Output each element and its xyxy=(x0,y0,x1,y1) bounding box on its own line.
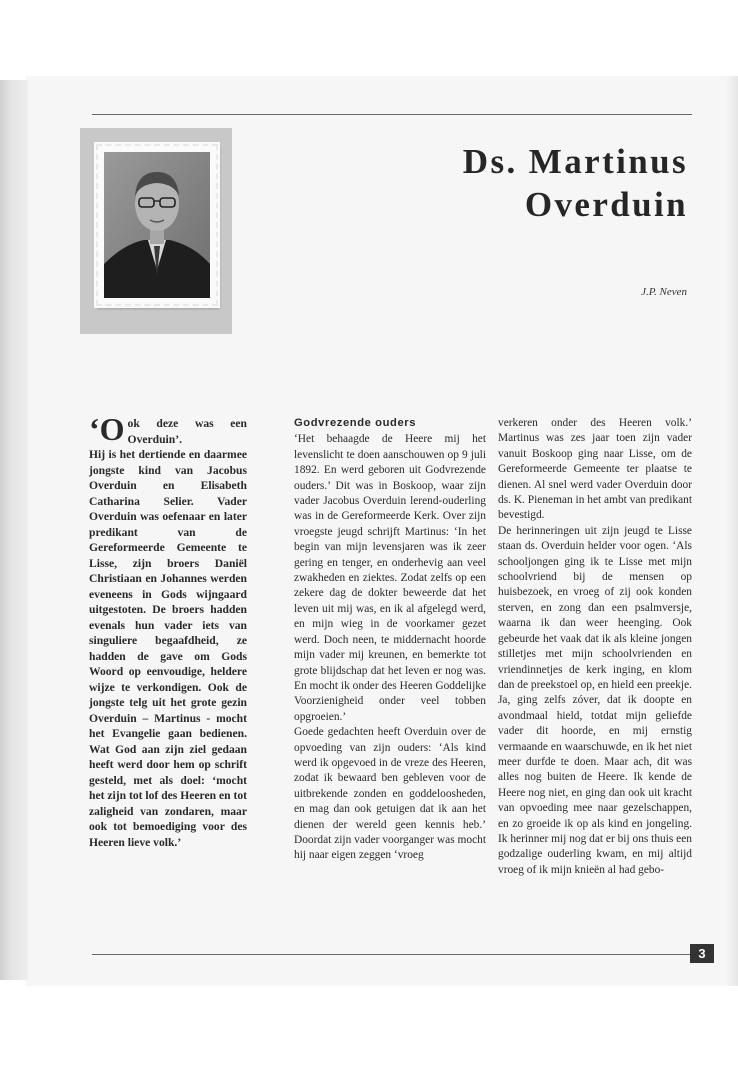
top-rule xyxy=(92,114,692,115)
body-column-3 xyxy=(498,416,692,878)
intro-paragraph xyxy=(89,411,247,850)
photo-frame xyxy=(96,144,218,306)
portrait-photo xyxy=(104,152,210,298)
page-edge xyxy=(726,76,738,986)
column2-paragraph-2: Goede gedachten heeft Overduin over de opvoeding van zijn ouders: ‘Als kind werd ik opgevoed in de vreze des Heeren, zodat ik bewaard ben gebleven voor de uitbrekende zonden en goddeloosheden, en mag dan ook getuigen dat ik aan het dienen der wereld geen kennis heb.’ Doordat zijn vader voorganger was mocht hij naar eigen zeggen ‘vroeg xyxy=(294,726,486,862)
drop-cap: ‘O xyxy=(89,411,125,447)
portrait-illustration xyxy=(104,152,210,298)
column2-paragraph-1: ‘Het behaagde de Heere mij het levenslicht te doen aanschouwen op 9 juli 1892. En werd geboren uit Godvrezende ouders.’ Dit was in Boskoop, waar zijn vader Jacobus Overduin lerend-ouderling was in de Gereformeerde Kerk. Over zijn vroegste jeugd schrijft Martinus: ‘In het begin van mijn levensjaren was ik zeer gering en tenger, en onderhevig aan veel zwakheden en ziektes. Zodat zelfs op een zekere dag de dokter beweerde dat het leven uit mij was, en ik al afgelegd werd, en mijn wieg in de voorkamer gezet werd. Doch neen, te middernacht hoorde mijn vader mij kreunen, en bemerkte tot grote blijdschap dat het leven er nog was. En mocht ik onder des Heeren Goddelijke Voorzienigheid onder veel tobben opgroeien.’ xyxy=(294,433,486,723)
article-title xyxy=(463,140,688,226)
intro-body: Hij is het dertiende en daarmee jongste kind van Jacobus Overduin en Elisabeth Catharina Selier. Vader Overduin was oefenaar en later predikant van de Gereformeerde Gemeente te Lisse, zijn broers Daniël Christiaan en Johannes werden eveneens in Gods wijngaard uitgestoten. De broers hadden evenals hun vader iets van singuliere begaafdheid, ze hadden de gave om Gods Woord op eenvoudige, heldere wijze te verkondigen. Ook de jongste telg uit het grote gezin Overduin – Martinus - mocht het Evangelie gaan bedienen. Wat God aan zijn ziel gedaan heeft werd door hem op schrift gesteld, met als doel: ‘mocht het zijn tot lof des Heeren en tot zaligheid van zondaren, maar ook tot bemoediging voor des Heeren lieve volk.’ xyxy=(89,448,247,849)
title-line-1: Ds. Martinus xyxy=(462,142,688,181)
title-line-2: Overduin xyxy=(524,185,688,224)
page-number: 3 xyxy=(690,944,714,963)
column3-paragraph-1: verkeren onder des Heeren volk.’ Martinus was zes jaar toen zijn vader vanuit Boskoop ging naar Lisse, om de Gereformeerde Gemeente ter plaatse te dienen. Al snel werd vader Overduin door ds. K. Pieneman in het ambt van predikant bevestigd. xyxy=(498,417,692,522)
intro-opening: ok deze was een Overduin’. xyxy=(127,417,247,446)
author-byline: J.P. Neven xyxy=(641,286,687,298)
bottom-rule xyxy=(92,954,692,955)
body-column-2 xyxy=(294,416,486,864)
section-heading: Godvrezende ouders xyxy=(294,417,417,429)
intro-column xyxy=(89,411,247,850)
column3-paragraph-2: De herinneringen uit zijn jeugd te Lisse staan ds. Overduin helder voor ogen. ‘Als schooljongen ging ik te Lisse met mijn schoolvriend bij de mensen op huisbezoek, en vroeg of zij ook konden sterven, en zong dan een psalmversje, waarna ik dan weer heenging. Ook gebeurde het vaak dat ik als kleine jongen stilletjes met mijn schoolvrienden en vriendinnetjes de kerk inging, en klom dan de preekstoel op, en hield een preekje. Ja, ging zelfs zóver, dat ik doopte en avondmaal hield, totdat mijn geliefde vader dit hoorde, en mij ernstig vermaande en waarschuwde, en ik het niet meer durfde te doen. Maar ach, dit was alles nog buiten de Heere. Ik kende de Heere nog niet, en ging dan ook uit kracht van opvoeding mee naar gezelschappen, en zo groeide ik op als kind en jongeling. Ik herinner mij nog dat er bij ons thuis een godzalige ouderling kwam, en mij altijd vroeg of ik mijn knieën al had gebo- xyxy=(498,524,692,876)
page-spine xyxy=(0,80,28,980)
